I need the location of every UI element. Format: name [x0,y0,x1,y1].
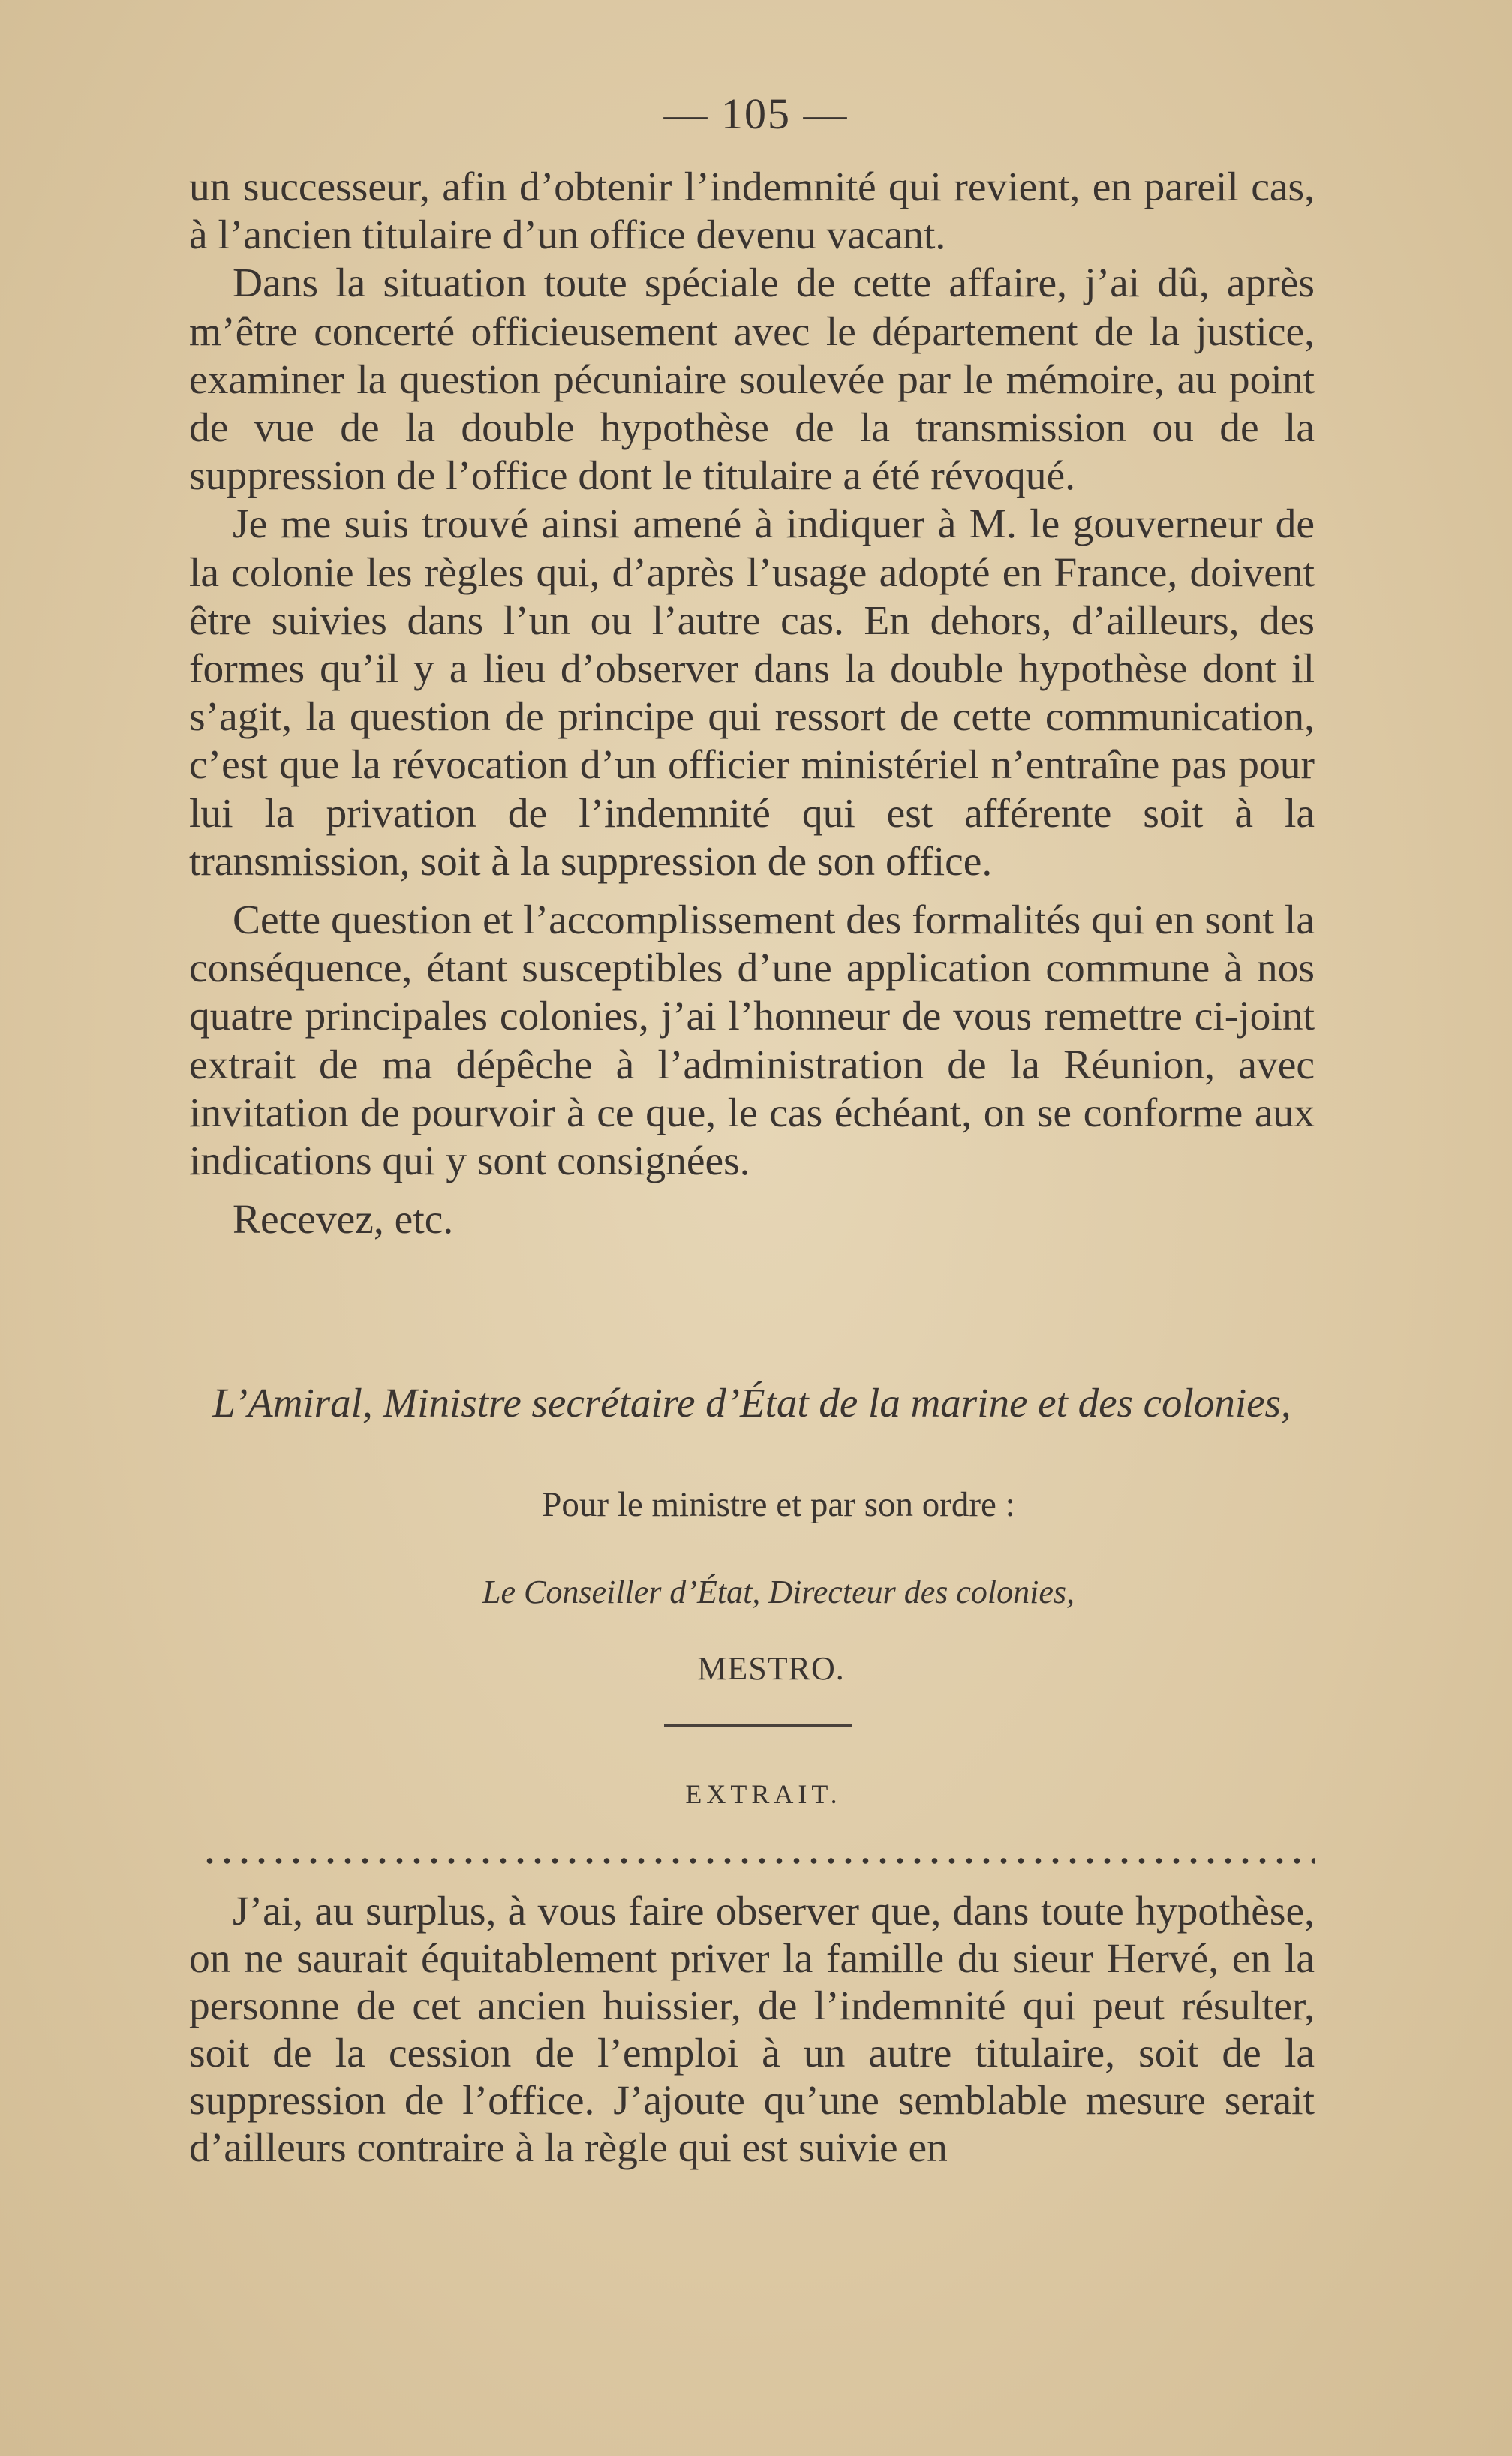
paragraph-situation: Dans la situation toute spéciale de cette affaire, j’ai dû, après m’être concerté officieusement avec le département de la justice, examiner la question pécuniaire soulevée par le mémoire, au point de vue de la double hypothèse de la transmission ou de la suppression de l’office dont le titulaire a été révoqué. [189,260,1315,500]
paragraph-closing: Recevez, etc. [233,1197,454,1243]
section-divider [664,1724,852,1727]
letter-body [189,164,1315,1244]
signature-title: L’Amiral, Ministre secrétaire d’État de la marine et des colonies, [212,1380,1291,1426]
signature-director-line: Le Conseiller d’État, Directeur des colonies, [482,1574,1075,1610]
paragraph-continuation: un successeur, afin d’obtenir l’indemnité qui revient, en pareil cas, à l’ancien titulaire d’un office devenu vacant. [189,164,1315,259]
ellipsis-dots [201,1853,1315,1868]
signature-order-line: Pour le ministre et par son ordre : [542,1485,1015,1524]
page-number: — 105 — [663,89,849,138]
paragraph-rules: Je me suis trouvé ainsi amené à indiquer à M. le gouverneur de la colonie les règles qui, d’après l’usage adopté en France, doivent être suivies dans l’un ou l’autre cas. En dehors, d’ailleurs, des formes qu’il y a lieu d’observer dans la double hypothèse dont il s’agit, la question de principe qui ressort de cette communication, c’est que la révocation d’un officier ministériel n’entraîne pas pour lui la privation de l’indemnité qui est afférente soit à la transmission, soit à la suppression de son office. [189,501,1315,885]
extract-heading: EXTRAIT. [685,1779,842,1809]
signer-name: MESTRO. [697,1650,845,1687]
extract-body [189,1888,1315,2172]
paragraph-application: Cette question et l’accomplissement des formalités qui en sont la conséquence, étant susceptibles d’une application commune à nos quatre principales colonies, j’ai l’honneur de vous remettre ci-joint extrait de ma dépêche à l’administration de la Réunion, avec invitation de pourvoir à ce que, le cas échéant, on se conforme aux indications qui y sont consignées. [189,897,1315,1185]
extract-paragraph: J’ai, au surplus, à vous faire observer que, dans toute hypothèse, on ne saurait équitablement priver la famille du sieur Hervé, en la personne de cet ancien huissier, de l’indemnité qui peut résulter, soit de la cession de l’emploi à un autre titulaire, soit de la suppression de l’office. J’ajoute qu’une semblable mesure serait d’ailleurs contraire à la règle qui est suivie en [189,1889,1315,2171]
